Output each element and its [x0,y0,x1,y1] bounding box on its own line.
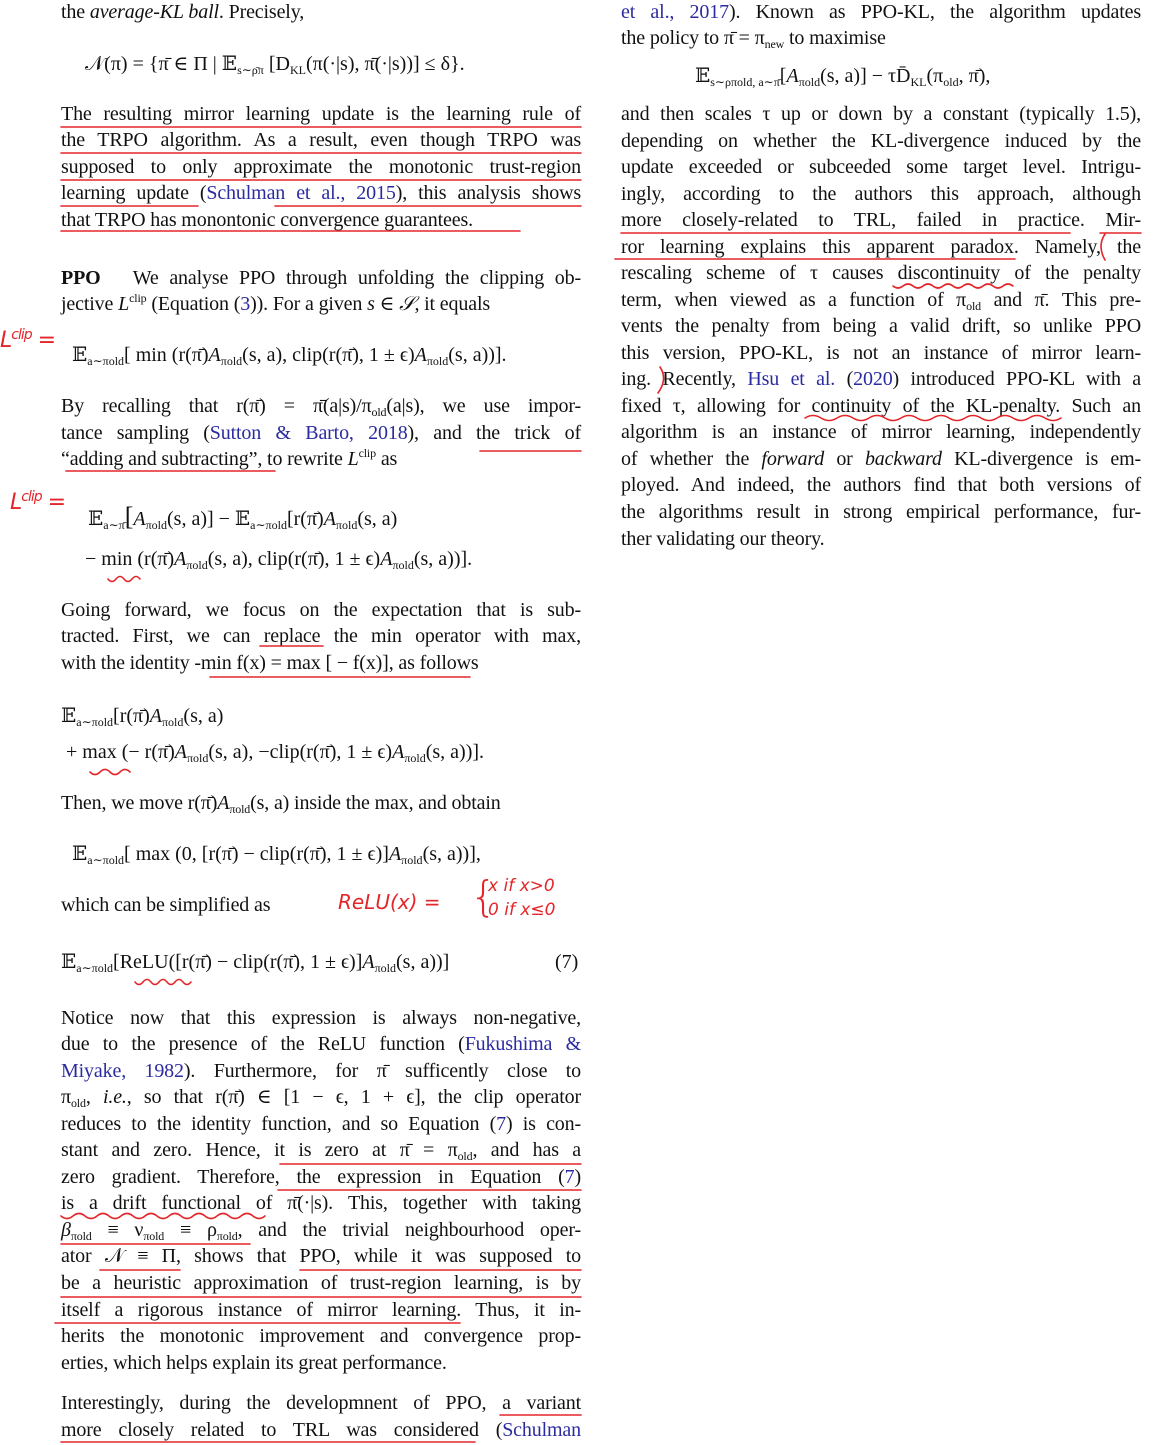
text-segment: , it equals [414,293,490,315]
text-line: fixed τ, allowing for continuity of the KL-penalty. Such an [621,395,1141,417]
text-segment: old [943,75,959,89]
text-line: ther validating our theory. [621,528,825,550]
text-segment: (s, a), clip(r(π̄), 1 ± ϵ) [207,548,381,570]
text-segment: old [70,1096,86,1110]
text-segment: (s, a) [183,705,224,727]
text-segment: 𝔼 [88,508,104,530]
text-line: ployed. And indeed, the authors find that both versions of [621,474,1141,496]
text-segment: ). Furthermore, for π̄ sufficently close to [183,1060,581,1082]
text-segment: A [388,843,402,865]
text-segment: π [61,1086,71,1108]
equation-max-simplified [72,839,481,869]
text-segment: 𝔼 [695,65,711,87]
text-segment: a∼πold [87,853,125,867]
text-segment: A [217,792,230,814]
citation-year-link[interactable]: 2020 [853,368,893,390]
equation-link[interactable]: 7 [564,1166,575,1188]
text-segment: [r(π̄) [113,705,150,727]
text-segment: old [371,405,387,419]
text-segment: + max (− r(π̄) [66,741,175,763]
text-segment: A [362,951,375,973]
text-segment: reduces to the identity function, and so Equation ( [61,1113,497,1135]
equation-rewrite-2 [85,544,472,574]
text-segment: L [0,328,12,353]
text-segment: i.e., [102,1086,132,1108]
text-segment: (π(·|s), π̄(·|s))] ≤ δ}. [305,53,465,75]
text-line [621,287,1141,313]
text-segment: A [323,508,336,530]
text-line [61,291,581,317]
text-segment: L [118,293,130,315]
text-line [61,1084,581,1110]
text-line [621,446,1141,472]
text-segment: πold [404,751,426,765]
text-segment: jective [61,293,119,315]
text-line: with the identity -min f(x) = max [ − f(x)], as follows [61,652,479,674]
text-segment: ) introduced PPO-KL with a [892,368,1141,390]
text-line: the TRPO algorithm. As a result, even though TRPO was [61,129,581,151]
text-line: which can be simplified as [61,894,271,916]
text-segment: ), this analysis shows [395,182,581,204]
text-segment: ( [835,368,854,390]
equation-link[interactable]: 3 [240,293,251,315]
text-segment: ), and the trick of [407,422,581,444]
text: . Precisely, [218,1,305,23]
text-line [61,1137,581,1163]
text-segment: to maximise [784,27,886,49]
text-segment: 𝒩(π) = {π̄ ∈ Π | 𝔼 [85,53,238,75]
text-line [61,1058,581,1084]
text-segment: L [347,448,359,470]
text-segment: L [10,490,22,515]
text-segment: ing. Recently, [621,368,748,390]
text-segment: [ max (0, [r(π̄) − clip(r(π̄), 1 ± ϵ)] [124,843,389,865]
equation-max-1 [61,701,223,731]
text-segment: 𝔼 [61,705,77,727]
text-segment: A [414,344,427,366]
handwritten-relu-case-2: 0 if x≤0 [488,900,556,920]
handwritten-relu-definition: ReLU(x) = [338,890,441,914]
text-segment: a∼πold [76,961,114,975]
text-segment: KL-divergence is em- [941,448,1142,470]
text-segment: zero gradient. Therefore, the expression in Equation ( [61,1166,565,1188]
text-segment: A [392,741,405,763]
text-segment: 𝔼 [61,951,77,973]
text-segment: A [786,65,799,87]
text-segment: a∼πold [76,715,114,729]
text-segment: ≡ ν [91,1219,144,1241]
text-line: herits the monotonic improvement and convergence prop- [61,1325,581,1347]
text: the [61,1,90,23]
text-segment: A [174,548,187,570]
text-segment: s ∈ 𝒮 [367,293,415,315]
text-segment: or [824,448,865,470]
text-line [61,446,581,472]
text-segment: We analyse PPO through unfolding the clipping ob- [132,267,582,289]
text-segment: clip [21,489,42,505]
equation-7 [61,947,449,977]
text-segment: stant and zero. Hence, it is zero at π̄ = π [61,1139,458,1161]
text-segment: so that r(π̄) ∈ [1 − ϵ, 1 + ϵ], the clip operator [131,1086,582,1108]
text-line: Going forward, we focus on the expectation that is sub- [61,599,581,621]
text-segment: of whether the [621,448,762,470]
text-line [621,25,1141,51]
text-line [61,1217,581,1243]
text-segment: πold [216,1229,238,1243]
citation-link[interactable]: Schulman [502,1419,581,1441]
text-line: itself a rigorous instance of mirror learning. Thus, it in- [61,1299,581,1321]
text-segment: (s, a) [357,508,398,530]
text-line [61,180,581,206]
text-segment: A [380,548,393,570]
text-segment: ≡ ρ [164,1219,217,1241]
text-line [621,366,1141,392]
text-segment: πold [401,853,423,867]
text-line [61,265,581,291]
text-segment: [D [263,53,290,75]
text-line [61,393,581,419]
text-segment: ) is con- [505,1113,582,1135]
text-segment: (s, a))]. [448,344,507,366]
text-line: supposed to only approximate the monotonic trust-region [61,156,581,178]
text-line [61,790,581,816]
text-segment: [r(π̄) [286,508,324,530]
handwritten-lclip-label [0,328,55,353]
text-segment: = [31,328,56,353]
text-segment: Then, we move r(π̄) [61,792,218,814]
text-segment: , and the trivial neighbourhood oper- [237,1219,581,1241]
text-line [61,1164,581,1190]
text-segment: more closely related to TRL was considered ( [61,1419,503,1441]
text-segment: , [85,1086,103,1108]
text-line: ingly, according to the authors this approach, although [621,183,1141,205]
text-line: that TRPO has monontonic convergence guarantees. [61,209,473,231]
citation-link[interactable]: Fukushima & [464,1033,581,1055]
text-segment: KL [289,63,306,77]
text-segment: πold [70,1229,92,1243]
text-segment: old [457,1149,473,1163]
text-segment: (a|s), we use impor- [386,395,582,417]
text-segment: KL [910,75,927,89]
text-segment: , π̄), [958,65,991,87]
text-segment: the policy to π̄ = π [621,27,765,49]
text-segment: − min (r(π̄) [85,548,175,570]
text-line [61,1417,581,1443]
text-segment: clip [11,327,32,343]
text-segment: (s, a))] [396,951,450,973]
text-segment: πold [392,558,414,572]
text-segment: (s, a))]. [413,548,473,570]
text-line: the algorithms result in strong empirical performance, fur- [621,501,1141,523]
text-segment: ) [574,1166,581,1188]
text-segment: A [149,705,162,727]
text-line: ror learning explains this apparent paradox. Namely, the [621,236,1141,258]
text-segment: tance sampling ( [61,422,210,444]
text-line: Notice now that this expression is always non-negative, [61,1007,581,1029]
text-segment: due to the presence of the ReLU function ( [61,1033,465,1055]
text-segment: a∼π̄ [103,518,125,532]
text-line: rescaling scheme of τ causes discontinuity of the penalty [621,262,1141,284]
text-segment: , and has a [472,1139,581,1161]
text-segment: A [133,508,146,530]
text-line: and then scales τ up or down by a constant (typically 1.5), [621,103,1141,125]
text-segment: ). Known as PPO-KL, the algorithm updates [728,1,1141,23]
text-segment: clip [129,291,147,305]
text-line: more closely-related to TRL, failed in practice. Mir- [621,209,1141,231]
text-segment: term, when viewed as a function of π [621,289,967,311]
text-segment: πold [229,802,251,816]
text-line: depending on whether the KL-divergence induced by the [621,130,1141,152]
text-segment: 𝔼 [72,344,88,366]
text-line: update exceeded or subceeded some target level. Intrigu- [621,156,1141,178]
equation-max-2 [66,737,484,767]
text-segment: (s, a)] − 𝔼 [167,508,251,530]
citation-link[interactable]: Sutton & Barto, 2018 [209,422,408,444]
text-segment: πold [220,354,243,368]
text-segment: )). For a given [250,293,368,315]
text-line: this version, PPO-KL, is not an instance of mirror learn- [621,342,1141,364]
text-segment: learning update ( [61,182,207,204]
text-segment: πold [145,518,167,532]
text-segment: πold [426,354,449,368]
text-segment: πold [798,75,821,89]
text-segment: forward [761,448,825,470]
text-segment: [ min (r(π̄) [124,344,209,366]
citation-link[interactable]: et al., 2017 [621,1,729,23]
text-segment: “adding and subtracting”, to rewrite [61,448,348,470]
text-segment: [ [124,502,134,531]
emphasis: average-KL ball [89,1,219,23]
text-segment: [ReLU([r(π̄) − clip(r(π̄), 1 ± ϵ)] [113,951,363,973]
text-segment: [ [779,65,787,87]
citation-link[interactable]: Schulman et al., 2015 [206,182,396,204]
handwritten-relu-case-1: x if x>0 [488,876,555,896]
text-line: algorithm is an instance of mirror learning, independently [621,421,1141,443]
text-line [61,420,581,446]
text-segment: 𝔼 [72,843,88,865]
handwritten-lclip-label [10,490,65,515]
text-segment: s∼ρ̄π [237,63,264,77]
text-segment: By recalling that r(π̄) = π̄(a|s)/π [61,395,372,417]
equation-lclip [72,340,507,370]
text-segment: πold [374,961,396,975]
equation-ppo-kl [695,61,990,91]
text-segment: old [966,299,982,313]
text-line [621,0,1141,25]
text-segment: as [375,448,398,470]
equation-rewrite-1 [88,502,397,532]
text-segment: clip [358,446,376,460]
equation-neighbourhood [85,49,465,79]
equation-number: (7) [555,951,579,973]
text-segment: πold [143,1229,165,1243]
text-segment: (π [926,65,944,87]
citation-link[interactable]: Miyake, 1982 [61,1060,184,1082]
text-line: ator 𝒩 ≡ Π, shows that PPO, while it was supposed to [61,1245,581,1267]
text-line: is a drift functional of π̄(·|s). This, together with taking [61,1192,581,1214]
text-line: The resulting mirror learning update is the learning rule of [61,103,581,125]
text-line: vents the penalty from being a valid drift, so unlike PPO [621,315,1141,337]
text-segment: A [174,741,187,763]
text-segment: (s, a), clip(r(π̄), 1 ± ϵ) [242,344,415,366]
text-segment: πold [186,558,208,572]
equation-link[interactable]: 7 [496,1113,506,1135]
text-segment: A [208,344,221,366]
text-segment: (Equation ( [146,293,241,315]
text-segment: (s, a) inside the max, and obtain [250,792,501,814]
text-segment: (s, a), −clip(r(π̄), 1 ± ϵ) [208,741,393,763]
text-segment: πold [335,518,358,532]
text-segment: πold [162,715,184,729]
paragraph-heading: PPO [61,267,101,289]
text-segment: (s, a))]. [425,741,485,763]
text-line: tracted. First, we can replace the min operator with max, [61,625,581,647]
text-line [61,1031,581,1057]
text-line: Interestingly, during the developmnent of PPO, a variant [61,1392,581,1414]
text-segment: = [41,490,66,515]
text-segment: a∼πold [250,518,287,532]
handwritten-brace: { [470,872,497,921]
text-line: erties, which helps explain its great performance. [61,1352,447,1374]
text-segment: new [764,37,785,51]
text-line [61,0,581,25]
text-segment: β [61,1219,71,1241]
text-segment: s∼ρπold, a∼π̄ [710,75,780,89]
text-segment: a∼πold [87,354,125,368]
text-line: be a heuristic approximation of trust-region learning, is by [61,1272,581,1294]
text-segment: and π̄. This pre- [981,289,1141,311]
text-segment: πold [186,751,209,765]
text-line [61,1111,581,1137]
text-segment: backward [864,448,942,470]
text-segment: (s, a)] − τD̄ [820,65,911,87]
text-segment: (s, a))], [422,843,481,865]
citation-link[interactable]: Hsu et al. [747,368,836,390]
